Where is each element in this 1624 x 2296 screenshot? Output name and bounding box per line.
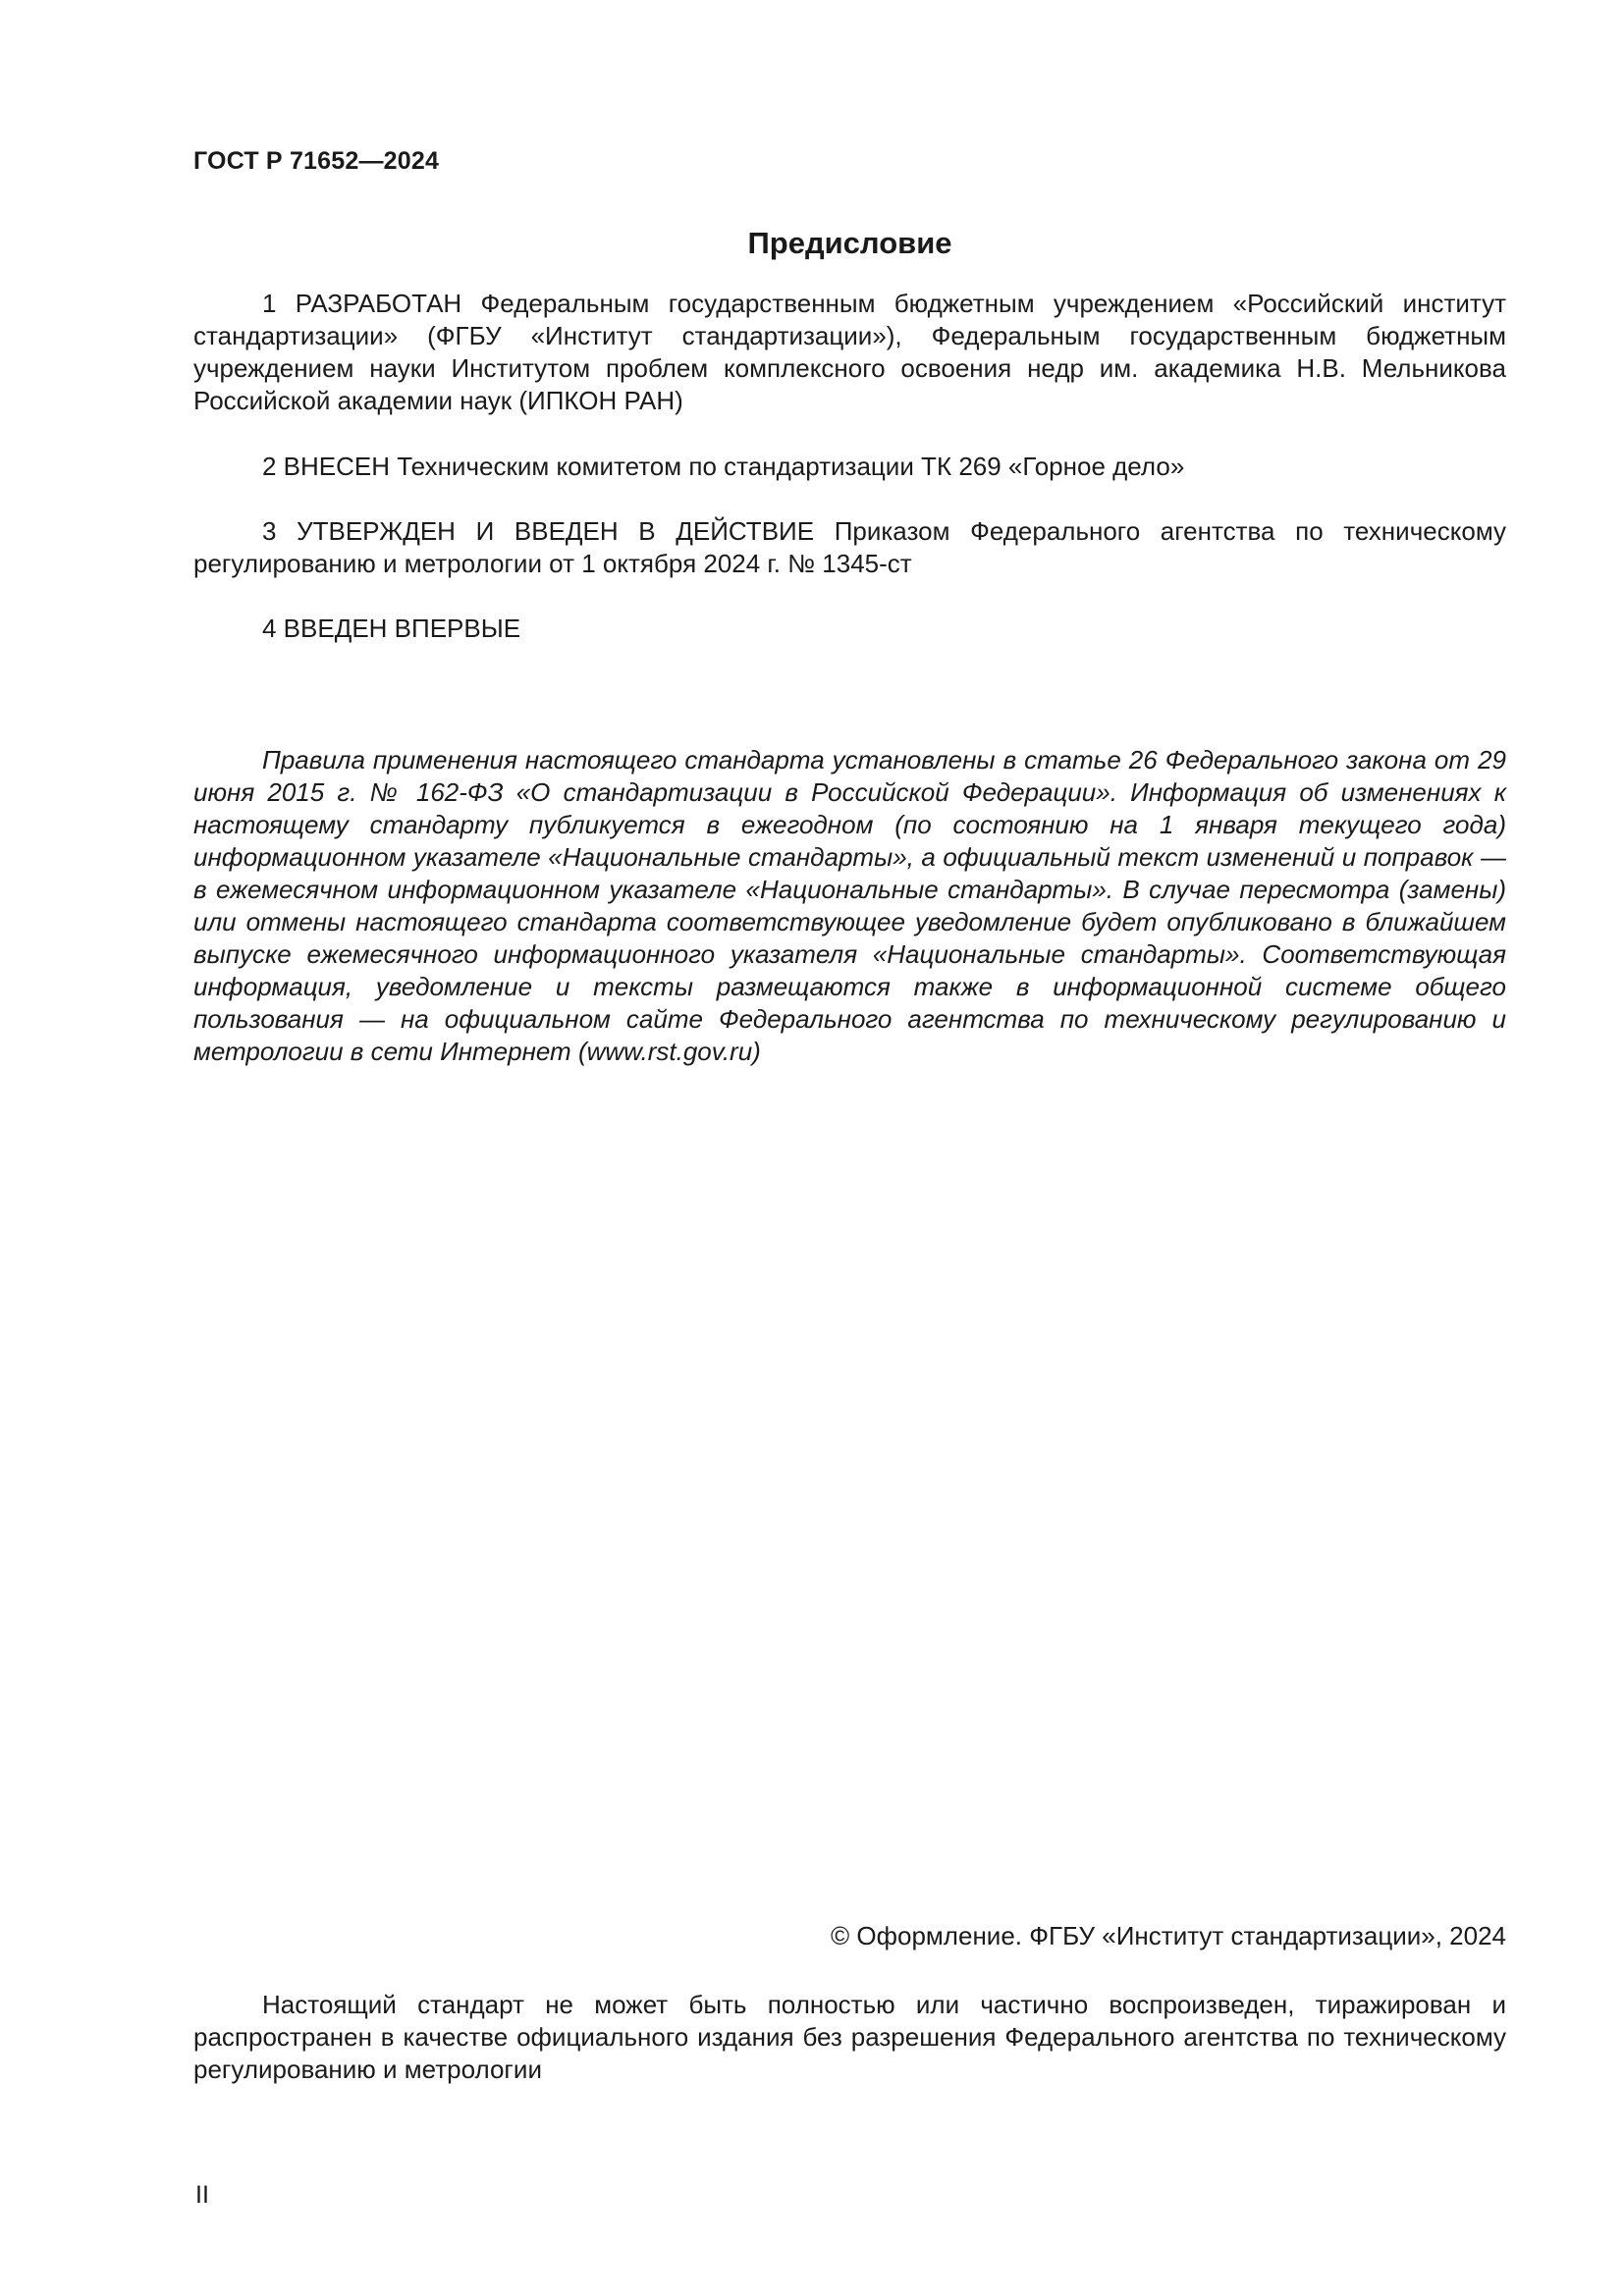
document-code: ГОСТ Р 71652—2024 <box>193 147 440 175</box>
reproduction-notice: Настоящий стандарт не может быть полностью или частично воспроизведен, тиражирован и распространен в качестве официального издания без разрешения Федерального агентства по техническому регулированию и метрологии <box>193 1990 1506 2084</box>
copyright-notice: © Оформление. ФГБУ «Институт стандартизации», 2024 <box>831 1921 1506 1950</box>
preface-item-1: 1 РАЗРАБОТАН Федеральным государственным бюджетным учреждением «Российский институт стандартизации» (ФГБУ «Институт стандартизации»), Федеральным государственным бюджетным учреждением науки Институтом проблем комплексного освоения недр им. академика Н.В. Мельникова Российской академии наук (ИПКОН РАН) <box>193 289 1506 415</box>
page-number: II <box>195 2181 209 2209</box>
preface-item-2: 2 ВНЕСЕН Техническим комитетом по стандартизации ТК 269 «Горное дело» <box>262 452 1185 481</box>
preface-item-3: 3 УТВЕРЖДЕН И ВВЕДЕН В ДЕЙСТВИЕ Приказом Федерального агентства по техническому регулированию и метрологии от 1 октября 2024 г. № 1345-ст <box>193 516 1506 578</box>
rules-note: Правила применения настоящего стандарта установлены в статье 26 Федерального закона от 29 июня 2015 г. № 162-ФЗ «О стандартизации в Российской Федерации». Информация об изменениях к настоящему стандарту публикуется в ежегодном (по состоянию на 1 января текущего года) информационном указателе «Национальные стандарты», а официальный текст изменений и поправок — в ежемесячном информационном указателе «Национальные стандарты». В случае пересмотра (замены) или отмены настоящего стандарта соответствующее уведомление будет опубликовано в ближайшем выпуске ежемесячного информационного указателя «Национальные стандарты». Соответствующая информация, уведомление и тексты размещаются также в информационной системе общего пользования — на официальном сайте Федерального агентства по техническому регулированию и метрологии в сети Интернет (www.rst.gov.ru) <box>193 745 1506 1066</box>
preface-title: Предисловие <box>747 226 952 260</box>
preface-item-4: 4 ВВЕДЕН ВПЕРВЫЕ <box>262 614 521 643</box>
